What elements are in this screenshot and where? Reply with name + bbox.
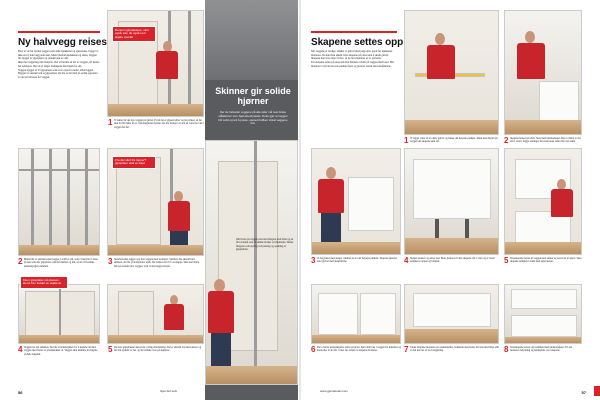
step-r6-caption: 6 De to første underskapene settes på plass. Skru dem fast i veggen fra innsiden og kontroller at de står i vater før resten av skapene monteres. [311,346,401,354]
page-number-right: 57 [581,390,586,395]
right-intro [311,50,397,138]
photo-level-mark [404,10,499,135]
step-4-caption: 4 Veggen tas tett sammen. Det ble avstandstykker for å komme tett mot veggen med fester av plastsklokker ut. Veggen skal klemme til ringene på hele lengden. [18,346,98,356]
sidebar-title: Skinner gir solide hjørner [215,86,291,106]
callout-bottom: Klem gipsplater på plassen, klemt fra i loddet av skjøtene [20,276,68,289]
photo-clamp-boards [18,284,100,344]
heading-rule-left [18,31,100,33]
step-2-caption: 2 Bunnsvill av stenderverket legges. Lodd fra tak, som vi benytter i disse på den som står gipsplater som må merkes og inn, så det vil komme plutselig igjen sammen. [18,258,98,268]
photo-stud-frame [18,148,100,256]
sidebar-text: Der de fortsetter veggene på alle sider må man bruke stålskinner som hjørnebeskyttelse. Dette gjør at veggen blir solid og lett å pusse, uansett hvilken vinkel veggene har. [218,110,288,126]
left-heading: Ny halvvegg reises [18,37,107,48]
photo-cabinet-legs [404,148,499,255]
steel-stud [188,11,191,117]
left-intro-p3: Veggen bygget av 45 gipsplater som er fra nyte fra nom i alberveggen. Bygget av stenderverk og gipsplater. De ble er det med på sedde oppsettet av det på tilsvaret for veggen. [18,68,98,79]
sidebar-photo [205,0,298,80]
step-r8-caption: 8 Overskapene settes opp sammen med underskapene. Til sist monteres belysning og benkeplate over skapene. [504,346,573,354]
footer-left: Gjør det selv [160,389,178,393]
callout-top: Dersom gipsplatene, skru også, kan de også ned skjøte overalt [112,26,156,42]
step-r1-caption: 1 Vi legger vater ut fra dette gulvet og finner det høyeste punktet. Merk med blyant på veggen der skapene skal stå. [404,137,498,145]
photo-last-boards [107,284,204,344]
floor [108,104,203,116]
photo-finished-kitchen [504,284,582,344]
page-number-left: 56 [18,390,23,395]
photo-plinth [404,284,499,344]
step-r7-caption: 7 Under skapene monteres en sokkelskinne. Sokkelen skal festes til bena med klips slik at den kan tas av ved rengjøring. [404,346,499,354]
step-r4-caption: 4 Skapet justeres og settes fast. Bena justeres til alle skapene står i vater og er festet sammen i toppen og bunnen. [404,257,495,265]
photo-wall-cabinets [504,148,582,255]
step-r3-caption: 3 Vi begynner med skapet i midten ut fra det høyeste punktet. Skapene justeres etter gulvet med skapføttene. [311,257,397,265]
step-r2-caption: 2 Skapene heises på plass. Start med hjørneskapet. Det er viktig at det står i vater i begge retninger før neste skap settes inn ved siden. [504,137,581,145]
step-5-caption: 5 De siste gipsplatene skrus fast i tidlig ettermiddag. Det er skrudd fast med skruer og det blir spaklet av her og det samme over på skjøtene. [108,346,202,354]
step-r5-caption: 5 Overskapene festes til veggen med skruer og sette fast på plass. Skru skapene sammen i siden med egne skruer. [504,257,582,265]
photo-lift-cabinets [504,10,582,135]
right-intro-p1: Når veggene er ferdige, dekker vi gulvet med papp eller papir før kjøkkenet monteres. Da kan man enkelt bære skapene på plass uten å skade gulvet. Skapene kan være mye å bære, så de bør monteres av to personer. [311,50,393,61]
right-intro-p2: Før skapene settes på plass må man markere nivået på veggen med laser. Her monterer vi på det laveste punktet først og justerer resten med skapføttene. [311,61,394,68]
step-3-caption: 3 Stenderverket legges opp mot veggen med isolasjon. Stendere ble skrudd inn i skinnen, det ble på kompletter ende. De brukes rett til å overlappe. Den skal slutte med en stender mot veggen, som vi skal legge etterpå. [108,258,200,268]
page-tab-marker [594,386,600,396]
left-intro-p1: Etter et vil bar fjernet veggen som delte kjøkkenet og spisestuen, bygget vi ikke en ny halvvegg som skal. Meter mellom kjøkkenet og stuen. Veggen ble bygget av gipsplater og stenderverk av stål. [18,50,99,61]
callout-middle: Fra det slutt fra topper? gipsplater skal en kapt [112,156,156,169]
photo-first-base-cabinets [311,284,401,344]
right-heading: Skapene settes opp [311,37,404,48]
left-intro [18,50,100,116]
photo-adjust-cabinets [311,148,401,255]
heading-rule-right [311,31,397,33]
footer-right: www.gjordetselv.com [320,389,348,393]
spine-gutter [299,0,301,400]
sidebar-callout: Om flaten på veggen som skal fungere med bånd og en fint avtrekk, kan en skinne brukes ved hjørnene. Denne fungerer som styring ved pussing og spakling av gipsplatene. [236,238,294,252]
step-1-caption: 1 Vi lekter får det nye veggen på gulvet. Fordi det er gipsen løftet ved en vinkel, så det skal du fått lekte til av i betongsplaten fjernet. De ble montert av stål på tvers mot der i veggen før det. [108,119,204,129]
left-intro-p2: Ikke mer veigerings inn benyttet. Det vil herme en del av veggen, vil mente her kalstepet. Det vil vi følger tradingene med hjem for det. [18,61,100,68]
